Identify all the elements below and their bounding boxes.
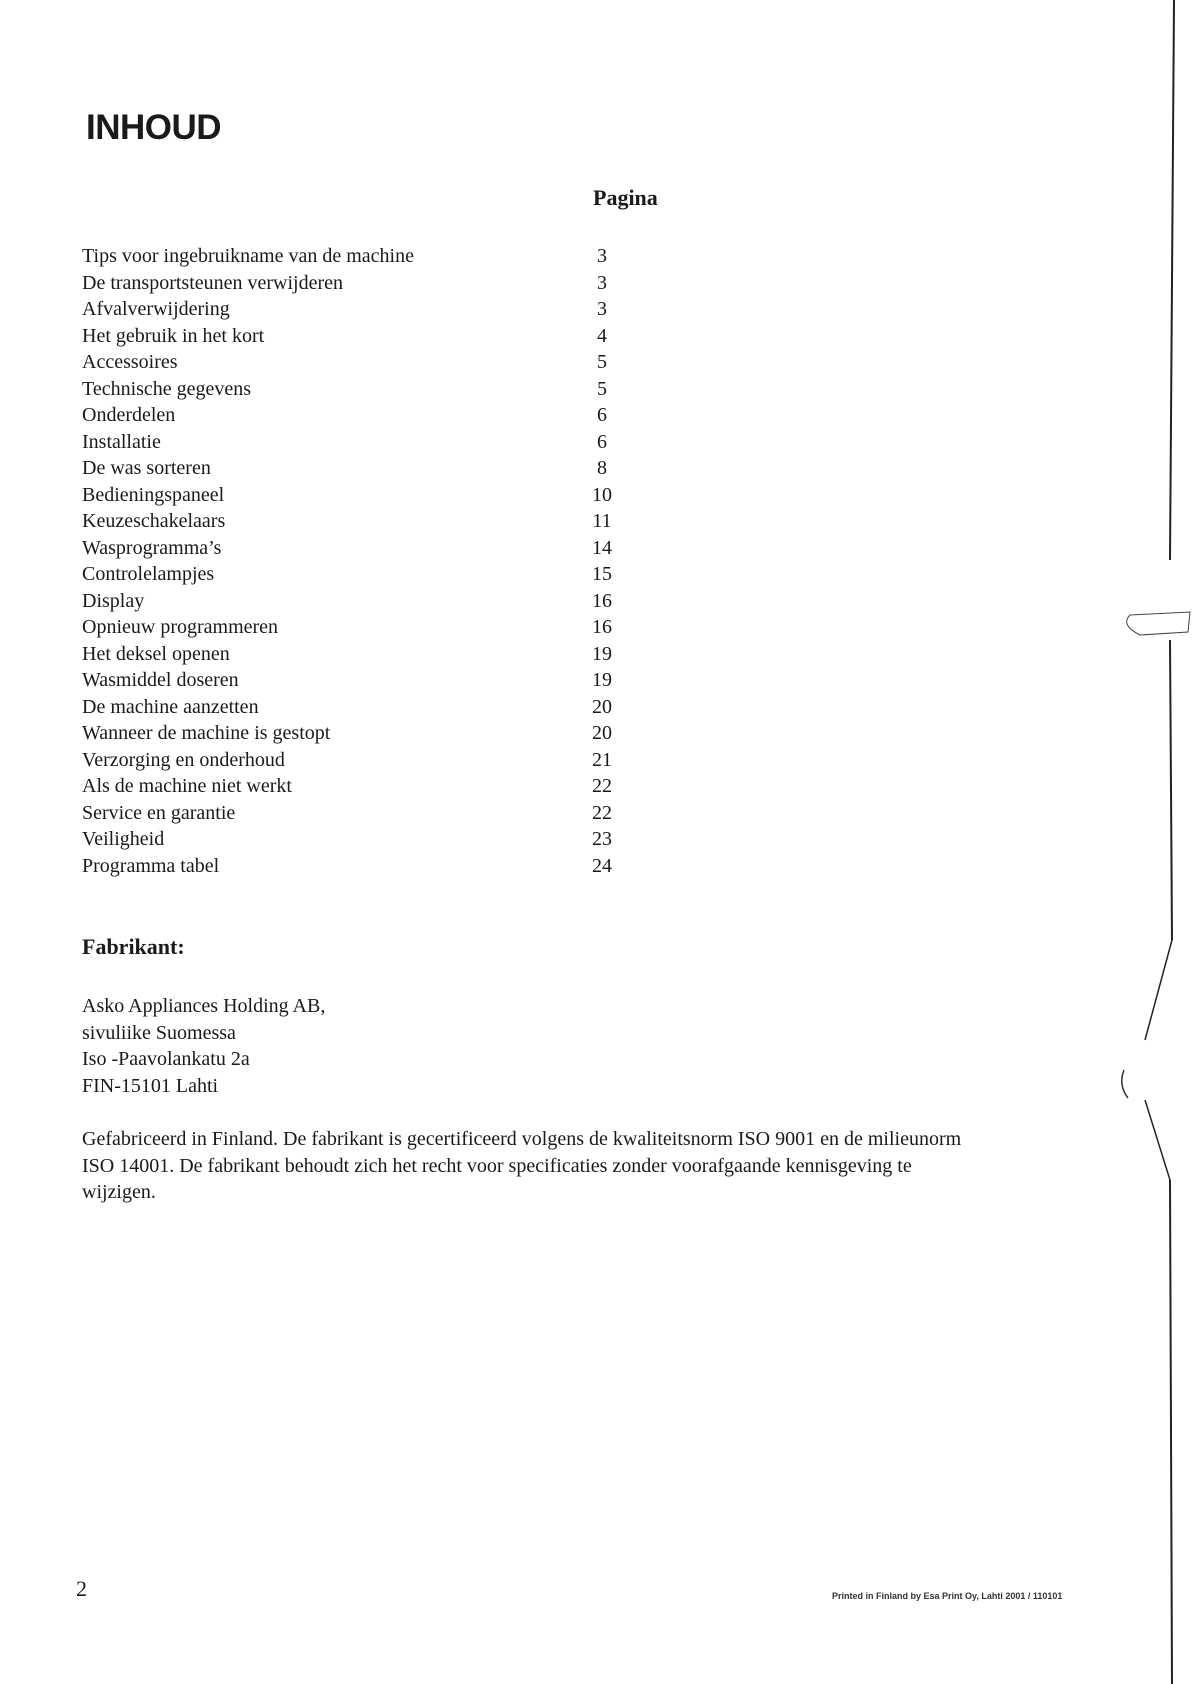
toc-entry [82,747,642,774]
toc-entry-label: Display [82,589,145,612]
toc-entry-page: 21 [592,748,612,771]
toc-entry [82,455,642,482]
toc-entry-page: 22 [592,775,612,797]
page-title: INHOUD [86,108,222,147]
toc-entry-page: 6 [597,404,607,426]
toc-entry-page: 20 [592,722,612,744]
toc-entry-label: Afvalverwijdering [82,298,230,320]
toc-entry [82,773,642,800]
scan-binding-edge [1100,0,1192,1684]
page-number: 2 [76,1576,87,1601]
toc-entry-label: Tips voor ingebruikname van de machine [82,245,414,267]
toc-entry [82,429,642,456]
toc-entry-page: 16 [592,589,612,612]
toc-entry-label: Veiligheid [82,828,165,850]
toc-entry [82,296,642,323]
toc-entry-label: Wasmiddel doseren [82,669,239,691]
toc-entry-label: Installatie [82,430,161,453]
toc-entry [82,349,642,376]
toc-entry-page: 24 [592,854,612,877]
toc-entry-label: Wanneer de machine is gestopt [82,722,331,744]
toc-entry-label: Programma tabel [82,854,220,877]
toc-entry-page: 6 [597,430,607,453]
address-line: Asko Appliances Holding AB, [82,995,326,1017]
manufacturer-heading: Fabrikant: [82,934,185,959]
toc-entry [82,694,642,721]
toc-entry [82,535,642,562]
toc-entry-label: Wasprogramma’s [82,536,222,559]
toc-entry-page: 8 [597,457,607,479]
toc-page-column-header: Pagina [593,185,658,210]
toc-entry-label: Service en garantie [82,801,236,824]
toc-entry-label: Opnieuw programmeren [82,616,279,638]
toc-entry-page: 3 [597,298,607,320]
toc-entry [82,508,642,535]
manufacturer-statement: Gefabriceerd in Finland. De fabrikant is gecertificeerd volgens de kwaliteitsnorm ISO 9001 en de milieunorm ISO 14001. De fabrikant behoudt zich het recht voor specificaties zonder voorafgaande kennisgeving te wijzigen. [82,1128,962,1203]
toc-entry-label: Accessoires [82,351,178,373]
toc-entry-label: Het deksel openen [82,642,230,665]
toc-entry-page: 14 [592,536,612,559]
toc-entry [82,720,642,747]
toc-entry-label: Keuzeschakelaars [82,510,226,532]
table-of-contents [82,243,642,879]
toc-entry-page: 11 [592,510,612,532]
toc-entry [82,376,642,403]
toc-entry [82,402,642,429]
toc-entry-label: Controlelampjes [82,563,215,585]
printer-credit: Printed in Finland by Esa Print Oy, Lahti 2001 / 110101 [832,1591,1063,1601]
toc-entry-page: 20 [592,695,612,718]
toc-entry [82,323,642,350]
toc-entry-page: 3 [597,271,607,294]
address-line: Iso -Paavolankatu 2a [82,1048,250,1070]
toc-entry-page: 19 [592,642,612,665]
toc-entry-page: 23 [592,828,612,850]
toc-entry-page: 5 [597,351,607,373]
toc-entry-page: 5 [597,377,607,400]
toc-entry-page: 3 [597,245,607,267]
toc-entry-label: Onderdelen [82,404,176,426]
manufacturer-address [82,993,325,1099]
address-line: sivuliike Suomessa [82,1021,236,1044]
toc-entry-label: Technische gegevens [82,377,252,400]
toc-entry [82,614,642,641]
toc-entry [82,243,642,270]
toc-entry-page: 15 [592,563,612,585]
toc-entry [82,853,642,880]
toc-entry-label: Als de machine niet werkt [82,775,292,797]
toc-entry [82,588,642,615]
toc-entry [82,561,642,588]
toc-entry-label: De machine aanzetten [82,695,259,718]
toc-entry [82,800,642,827]
toc-entry-label: Het gebruik in het kort [82,324,265,347]
toc-entry [82,482,642,509]
toc-entry-label: De transportsteunen verwijderen [82,271,344,294]
toc-entry-page: 22 [592,801,612,824]
toc-entry-page: 10 [592,483,612,506]
toc-entry [82,270,642,297]
toc-entry-page: 19 [592,669,612,691]
toc-entry-label: De was sorteren [82,457,211,479]
toc-entry [82,641,642,668]
address-line: FIN-15101 Lahti [82,1074,219,1097]
toc-entry [82,826,642,853]
toc-entry-page: 4 [597,324,607,347]
toc-entry-label: Verzorging en onderhoud [82,748,285,771]
toc-entry-label: Bedieningspaneel [82,483,225,506]
toc-entry [82,667,642,694]
toc-entry-page: 16 [592,616,612,638]
